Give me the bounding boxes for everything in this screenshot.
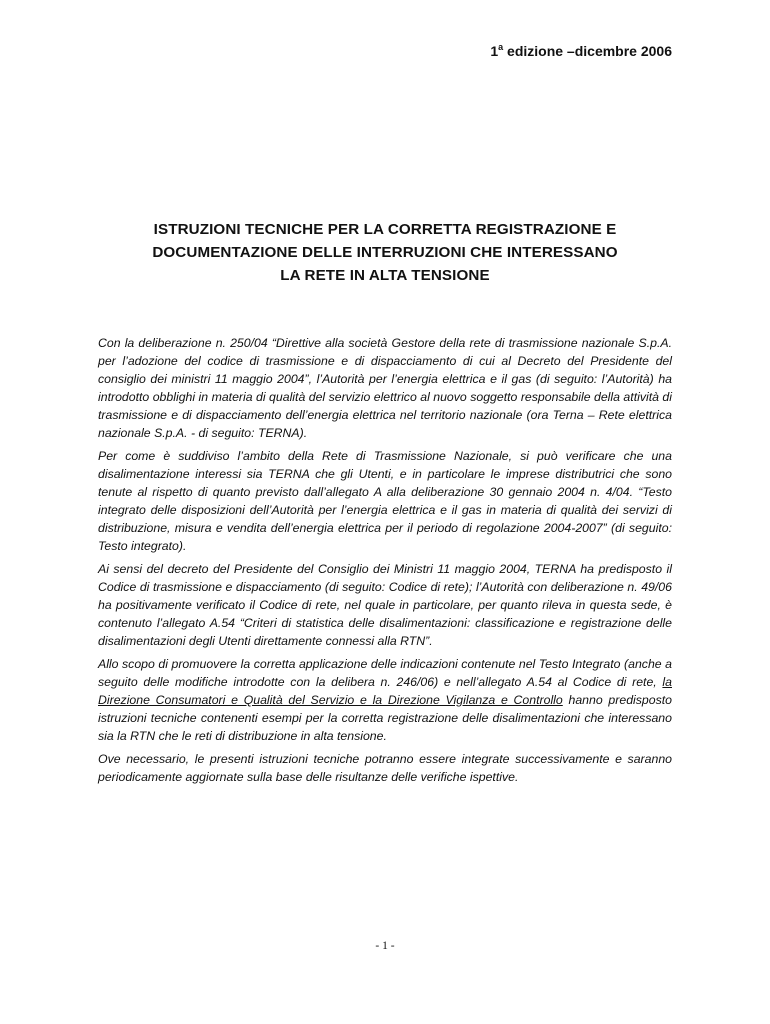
title-line-3: LA RETE IN ALTA TENSIONE xyxy=(280,267,490,284)
document-body xyxy=(98,334,672,791)
paragraph-4-after: hanno predisposto istruzioni tecniche contenenti esempi per la corretta registrazione delle disalimentazioni che interessano sia la RTN che le reti di distribuzione in alta tensione. xyxy=(98,693,673,743)
edition-text: edizione –dicembre 2006 xyxy=(507,43,672,59)
edition-number: 1 xyxy=(490,43,499,59)
underlined-directorates: la Direzione Consumatori e Qualità del Servizio e la Direzione Vigilanza e Controllo xyxy=(98,675,672,707)
paragraph-3: Ai sensi del decreto del Presidente del Consiglio dei Ministri 11 maggio 2004, TERNA ha predisposto il Codice di trasmissione e dispacciamento (di seguito: Codice di rete); l’Autorità con deliberazione n. 49/06 ha positivamente verificato il Codice di rete, nel quale in particolare, per quanto rileva in questa sede, è contenuto l’allegato A.54 “Criteri di statistica delle disalimentazioni: classificazione e registrazione delle disalimentazioni degli Utenti direttamente connessi alla RTN”. xyxy=(98,562,672,648)
title-line-2: DOCUMENTAZIONE DELLE INTERRUZIONI CHE INTERESSANO xyxy=(152,244,618,261)
document-title xyxy=(98,218,672,287)
edition-superscript: a xyxy=(498,42,504,52)
paragraph-2: Per come è suddiviso l’ambito della Rete di Trasmissione Nazionale, si può verificare che una disalimentazione interessi sia TERNA che gli Utenti, e in particolare le imprese distributrici che sono tenute al rispetto di quanto previsto dall’allegato A alla deliberazione 30 gennaio 2004 n. 4/04. “Testo integrato delle disposizioni dell’Autorità per l’energia elettrica e il gas in materia di qualità dei servizi di distribuzione, misura e vendita dell’energia elettrica per il periodo di regolazione 2004-2007” (di seguito: Testo integrato). xyxy=(98,449,672,553)
page-number: - 1 - xyxy=(375,940,395,952)
paragraph-1: Con la deliberazione n. 250/04 “Direttive alla società Gestore della rete di trasmissione nazionale S.p.A. per l’adozione del codice di trasmissione e di dispacciamento di cui al Decreto del Presidente del consiglio dei ministri 11 maggio 2004”, l’Autorità per l’energia elettrica e il gas (di seguito: l’Autorità) ha introdotto obblighi in materia di qualità del servizio elettrico al nuovo soggetto responsabile della attività di trasmissione e di dispacciamento dell’energia elettrica nel territorio nazionale (ora Terna – Rete elettrica nazionale S.p.A. - di seguito: TERNA). xyxy=(98,336,672,440)
paragraph-4-before: Allo scopo di promuovere la corretta applicazione delle indicazioni contenute nel Testo Integrato (anche a seguito delle modifiche introdotte con la delibera n. 246/06) e nell’allegato A.54 al Codice di rete, xyxy=(98,657,672,689)
paragraph-4 xyxy=(98,655,672,745)
paragraph-5: Ove necessario, le presenti istruzioni tecniche potranno essere integrate successivamente e saranno periodicamente aggiornate sulla base delle risultanze delle verifiche ispettive. xyxy=(98,752,672,784)
title-line-1: ISTRUZIONI TECNICHE PER LA CORRETTA REGISTRAZIONE E xyxy=(153,221,617,238)
edition-header xyxy=(490,42,672,59)
